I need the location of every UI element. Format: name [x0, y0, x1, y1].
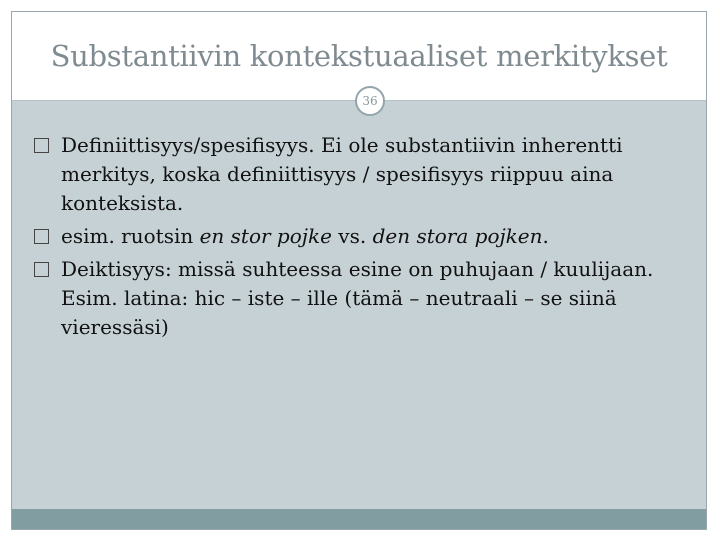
content-area: [12, 101, 706, 511]
bullet-item: [32, 222, 692, 251]
bullet-text: vs.: [331, 224, 373, 248]
bullet-list: [32, 131, 692, 346]
bullet-text-italic: den stora pojken: [372, 224, 543, 248]
bullet-text: Deiktisyys: missä suhteessa esine on puhujaan / kuulijaan. Esim. latina: hic – iste – ille (tämä – neutraali – se siinä vieressäsi): [61, 257, 654, 339]
bullet-item: [32, 131, 692, 218]
bullet-item: [32, 255, 692, 342]
bullet-box-icon: [34, 229, 49, 244]
page-number-badge: 36: [355, 86, 385, 116]
bullet-text-italic: en stor pojke: [199, 224, 332, 248]
bullet-box-icon: [34, 138, 49, 153]
slide: [11, 11, 707, 530]
title-area: [12, 12, 706, 100]
bullet-text: .: [542, 224, 549, 248]
slide-title: Substantiivin kontekstuaaliset merkitykset: [50, 39, 668, 73]
bullet-text: Definiittisyys/spesifisyys. Ei ole substantiivin inherentti merkitys, koska definiittisyys / spesifisyys riippuu aina konteksista.: [61, 133, 623, 215]
bullet-box-icon: [34, 262, 49, 277]
bullet-text: esim. ruotsin: [61, 224, 200, 248]
footer-bar: [12, 509, 706, 529]
